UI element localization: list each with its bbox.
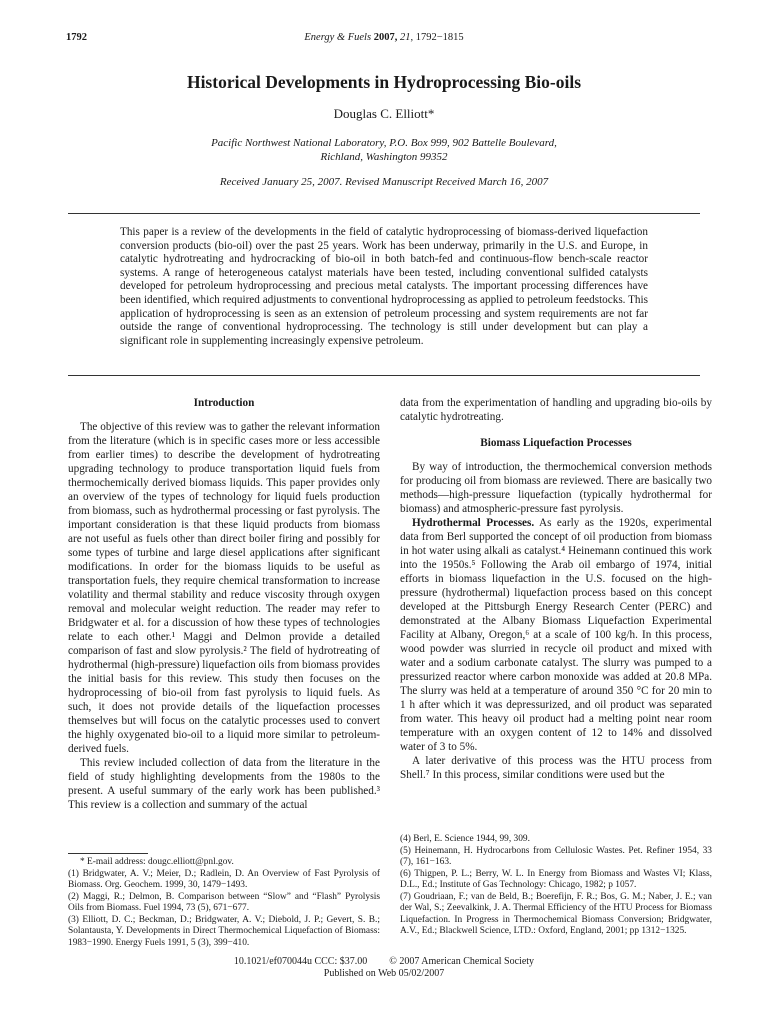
journal-citation [0,32,768,43]
footnote-1: (1) Bridgwater, A. V.; Meier, D.; Radlein, D. An Overview of Fast Pyrolysis of Biomass. Org. Geochem. 1999, 30, 1479−1493. [68,868,380,890]
htu-paragraph: A later derivative of this process was the HTU process from Shell.⁷ In this process, similar conditions were used but the [400,755,712,781]
section-heading-liquefaction: Biomass Liquefaction Processes [480,437,632,449]
abstract-bottom-rule [68,375,700,376]
footnote-email: * E-mail address: dougc.elliott@pnl.gov. [80,857,234,867]
footnotes-right [400,834,712,938]
page-footer [0,956,768,980]
footnote-7: (7) Goudriaan, F.; van de Beld, B.; Boerefijn, F. R.; Bos, G. M.; Naber, J. E.; van der Wal, S.; Zeevalkink, J. A. Thermal Efficiency of the HTU Process for Biomass Liquefaction. In Progress in Thermochemical Biomass Conversion; Bridgwater, A.V., Ed.; Blackwell Science, LTD.: Oxford, England, 2001; pp 1312−1325. [400,891,712,936]
footer-doi: 10.1021/ef070044u CCC: $37.00 [233,956,368,967]
footnote-4: (4) Berl, E. Science 1944, 99, 309. [400,834,530,844]
abstract: This paper is a review of the developments in the field of catalytic hydroprocessing of biomass-derived liquefaction conversion products (bio-oil) over the past 25 years. Work has been underway, primarily in the U.S. and Europe, in catalytic hydrotreating and hydrocracking of bio-oil in both batch-fed and continuous-flow bench-scale reactor systems. A range of heterogeneous catalyst materials have been tested, including conventional sulfided catalysts developed for petroleum hydroprocessing and precious metal catalysts. The important processing differences have been identified, which required adjustments to conventional hydroprocessing as applied to petroleum feedstocks. This application of hydroprocessing is seen as an extension of petroleum processing and system requirements are not far outside the range of conventional hydroprocessing. The technology is still under development but can play a significant role in supplementing increasingly expensive petroleum. [120,226,648,347]
journal-year: 2007, [373,32,398,43]
affiliation [0,136,768,164]
liquefaction-paragraph-1: By way of introduction, the thermochemical conversion methods for producing oil from biomass are reviewed. There are basically two methods—high-pressure liquefaction (typically hydrothermal for biomass) and atmospheric-pressure fast pyrolysis. [400,461,712,515]
affiliation-line-1: Pacific Northwest National Laboratory, P.O. Box 999, 902 Battelle Boulevard, [211,137,557,149]
right-column [400,396,712,782]
intro-paragraph-2: This review included collection of data from the literature in the field of study highlighting developments from the 1980s to the present. A useful summary of the early work has been published.³ This review is a collection and summary of the actual [68,757,380,811]
right-paragraph-continued: data from the experimentation of handling and upgrading bio-oils by catalytic hydrotreating. [400,397,712,423]
footer-copyright: © 2007 American Chemical Society [389,956,535,967]
abstract-top-rule [68,213,700,214]
footnotes-left [68,857,380,949]
page-number: 1792 [66,32,87,43]
author-name: Douglas C. Elliott* [333,106,435,121]
journal-pages: 1792−1815 [415,32,464,43]
article-title: Historical Developments in Hydroprocessing Bio-oils [186,72,582,92]
intro-paragraph-1: The objective of this review was to gather the relevant information from the literature (which is in specific cases more or less accessible from earlier times) to describe the development of hydrotreating upgrading technology to produce transportation liquid fuels from thermochemically derived biomass liquids. This paper provides only an overview of the types of technology for liquid fuels production from biomass, such as hydrothermal processing or fast pyrolysis. The important consideration is that these liquid products from biomass are not useful as fuels other than direct boiler firing and possibly for some types of turbine and large diesel applications after significant modifications. In order for the biomass liquids to be useful as transportation fuels, they require chemical transformation to increase volatility and thermal stability and reduce viscosity through oxygen removal and molecular weight reduction. The reader may refer to Bridgwater et al. for a discussion of how these types of technologies relate to each other.¹ Maggi and Delmon provide a detailed comparison of fast and slow pyrolysis.² The field of hydrotreating of hydrothermal (high-pressure) liquefaction oils from biomass provides the initial basis for this review. This study then focuses on the hydroprocessing of bio-oil from fast pyrolysis to liquid fuels. As such, it does not provide details of the liquefaction processes themselves but will focus on the catalytic processes used to convert the highly oxygenated bio-oil to a liquid more similar to petroleum-derived fuels. [68,421,380,755]
footnote-rule-left [68,853,148,854]
hydrothermal-lead-in: Hydrothermal Processes. [412,517,535,529]
affiliation-line-2: Richland, Washington 99352 [320,151,448,163]
hydrothermal-text: As early as the 1920s, experimental data from Berl supported the concept of oil production from biomass in hot water using alkali as catalyst.⁴ Heinemann continued this work into the 1950s.⁵ Following the Arab oil embargo of 1974, initial efforts in biomass liquefaction in the U.S. focused on the high-pressure (hydrothermal) liquefaction process based on this concept developed at the Pittsburgh Energy Research Center (PERC) and demonstrated at the Albany Biomass Liquefaction Experimental Facility at Albany, Oregon,⁶ at a scale of 100 kg/h. In this process, wood powder was slurried in recycle oil product and mixed with water and a sodium carbonate catalyst. The slurry was pumped to a pressurized reactor where carbon monoxide was added at 20.8 MPa. The slurry was held at a temperature of around 350 °C for 20 min to 1 h after which it was depressurized, and oil product was separated from water. This heavy oil product had a melting point near room temperature with an oxygen content of 12 to 14% and dissolved water of 3 to 5%. [400,517,712,753]
footnote-3: (3) Elliott, D. C.; Beckman, D.; Bridgwater, A. V.; Diebold, J. P.; Gevert, S. B.; Solantausta, Y. Developments in Direct Thermochemical Liquefaction of Biomass: 1983−1990. Energy Fuels 1991, 5 (3), 399−410. [68,914,380,948]
journal-volume: 21, [399,32,414,43]
section-heading-introduction: Introduction [193,397,255,409]
received-dates: Received January 25, 2007. Revised Manuscript Received March 16, 2007 [219,176,549,188]
footnote-5: (5) Heinemann, H. Hydrocarbons from Cellulosic Wastes. Pet. Refiner 1954, 33 (7), 161−163. [400,845,712,867]
hydrothermal-paragraph [400,516,712,754]
footnote-6: (6) Thigpen, P. L.; Berry, W. L. In Energy from Biomass and Wastes VI; Klass, D.L., Ed.; Institute of Gas Technology: Chicago, 1982; p 1057. [400,868,712,890]
left-column [68,396,380,812]
footer-published: Published on Web 05/02/2007 [323,968,445,979]
journal-name: Energy & Fuels [304,32,372,43]
footnote-2: (2) Maggi, R.; Delmon, B. Comparison between “Slow” and “Flash” Pyrolysis Oils from Biomass. Fuel 1994, 73 (5), 671−677. [68,891,380,913]
